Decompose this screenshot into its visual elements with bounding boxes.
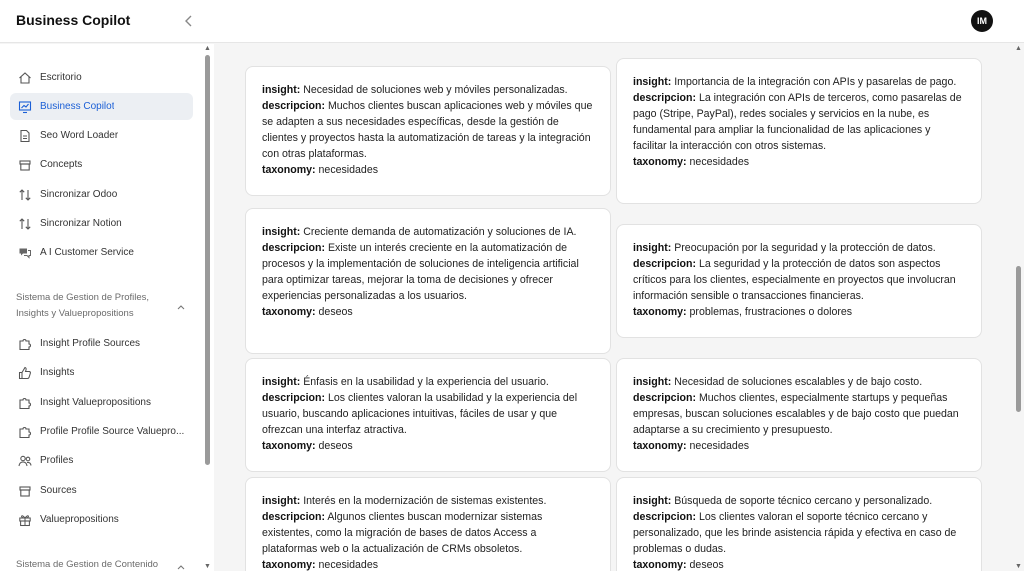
descripcion-label: descripcion: [633, 92, 696, 104]
sidebar-item-label: Sincronizar Notion [40, 218, 122, 229]
insight-card [616, 224, 982, 338]
taxonomy-label: taxonomy: [262, 164, 316, 176]
insight-label: insight: [633, 76, 672, 88]
sidebar-item-business-copilot[interactable] [10, 93, 193, 120]
sidebar-item-valuepropositions[interactable] [10, 506, 193, 533]
app-title: Business Copilot [16, 12, 131, 28]
insight-text: Búsqueda de soporte técnico cercano y personalizado. [674, 495, 933, 507]
thumbs-up-icon [17, 365, 33, 381]
sidebar-item-escritorio[interactable] [10, 64, 193, 91]
sidebar-item-sincronizar-odoo[interactable] [10, 181, 193, 208]
insight-label: insight: [633, 376, 672, 388]
sidebar-item-profiles[interactable] [10, 447, 193, 474]
taxonomy-text: deseos [318, 440, 353, 452]
insight-text: Interés en la modernización de sistemas existentes. [303, 495, 547, 507]
users-icon [17, 453, 33, 469]
main-scroll-up-arrow[interactable]: ▲ [1015, 45, 1022, 52]
insight-text: Creciente demanda de automatización y soluciones de IA. [303, 226, 577, 238]
top-bar [0, 0, 1024, 43]
insight-text: Énfasis en la usabilidad y la experiencia del usuario. [303, 376, 549, 388]
taxonomy-label: taxonomy: [633, 306, 687, 318]
descripcion-label: descripcion: [262, 242, 325, 254]
insight-text: Preocupación por la seguridad y la protección de datos. [674, 242, 936, 254]
sidebar-item-label: Business Copilot [40, 101, 115, 112]
descripcion-label: descripcion: [262, 511, 325, 523]
sidebar-item-label: Insight Profile Sources [40, 338, 141, 349]
chevron-up-icon [175, 301, 187, 313]
sidebar-item-sincronizar-notion[interactable] [10, 210, 193, 237]
taxonomy-label: taxonomy: [262, 559, 316, 571]
sidebar-item-label: Valuepropositions [40, 514, 119, 525]
taxonomy-label: taxonomy: [262, 306, 316, 318]
main-scrollbar-thumb[interactable] [1016, 266, 1021, 412]
puzzle-icon [17, 395, 33, 411]
sidebar-item-sources[interactable] [10, 477, 193, 504]
insight-card [245, 358, 611, 472]
taxonomy-label: taxonomy: [633, 559, 687, 571]
puzzle-icon [17, 424, 33, 440]
insight-card [245, 208, 611, 354]
insight-card [245, 66, 611, 196]
box-icon [17, 483, 33, 499]
sidebar-item-label: Escritorio [40, 72, 82, 83]
insight-text: Necesidad de soluciones web y móviles personalizadas. [303, 84, 568, 96]
taxonomy-text: necesidades [689, 440, 750, 452]
chevron-up-icon [175, 561, 187, 571]
sort-arrows-icon [17, 216, 33, 232]
descripcion-label: descripcion: [633, 392, 696, 404]
insight-text: Necesidad de soluciones escalables y de bajo costo. [674, 376, 923, 388]
taxonomy-text: problemas, frustraciones o dolores [689, 306, 853, 318]
descripcion-text: La seguridad y la protección de datos son aspectos críticos para los clientes, especialmente en proyectos que involucran información sensible o transacciones financieras. [633, 258, 956, 302]
sidebar-item-label: Concepts [40, 159, 83, 170]
insights-grid [214, 44, 1012, 571]
sidebar-item-seo-word-loader[interactable] [10, 122, 193, 149]
descripcion-text: Los clientes valoran la usabilidad y la experiencia del usuario, buscando aplicaciones intuitivas, fáciles de usar y que ofrezcan una interfaz atractiva. [262, 392, 578, 436]
insight-label: insight: [262, 376, 301, 388]
sidebar-item-insight-valuepropositions[interactable] [10, 389, 193, 416]
descripcion-label: descripcion: [633, 258, 696, 270]
taxonomy-text: necesidades [318, 164, 379, 176]
taxonomy-text: necesidades [318, 559, 379, 571]
insight-card [616, 477, 982, 571]
section-title-contenido: Sistema de Gestion de Contenido [16, 559, 159, 570]
taxonomy-text: necesidades [689, 156, 750, 168]
insight-card [616, 358, 982, 472]
insight-label: insight: [262, 226, 301, 238]
section-title-profiles: Sistema de Gestion de Profiles, Insights y Valuepropositions [16, 292, 150, 319]
puzzle-icon [17, 336, 33, 352]
insight-card [616, 58, 982, 204]
descripcion-text: Muchos clientes buscan aplicaciones web y móviles que se adapten a sus necesidades específicas, desde la gestión de clientes y proyectos hasta la automatización de tareas y la integración con otras plataformas. [262, 100, 593, 160]
main-scroll-down-arrow[interactable]: ▼ [1015, 563, 1022, 570]
descripcion-text: Algunos clientes buscan modernizar sistemas existentes, como la migración de bases de datos Access a plataformas web o la actualización de CRMs obsoletos. [262, 511, 543, 555]
sidebar-item-insight-profile-sources[interactable] [10, 330, 193, 357]
insight-label: insight: [633, 495, 672, 507]
sidebar-item-label: Seo Word Loader [40, 130, 119, 141]
sidebar-item-label: Profile Profile Source Valuepro... [40, 426, 185, 437]
descripcion-label: descripcion: [262, 100, 325, 112]
chevron-left-icon [184, 14, 194, 28]
taxonomy-text: deseos [689, 559, 724, 571]
insight-text: Importancia de la integración con APIs y pasarelas de pago. [674, 76, 957, 88]
sidebar-item-concepts[interactable] [10, 151, 193, 178]
sidebar-item-label: Sincronizar Odoo [40, 189, 118, 200]
home-icon [17, 70, 33, 86]
document-icon [17, 128, 33, 144]
insight-label: insight: [262, 495, 301, 507]
chat-icon [17, 245, 33, 261]
sort-arrows-icon [17, 187, 33, 203]
descripcion-text: Existe un interés creciente en la automatización de procesos y la implementación de soluciones de inteligencia artificial para optimizar tareas, mejorar la toma de decisiones y ofrecer experiencias personalizadas a los usuarios. [262, 242, 579, 302]
descripcion-text: La integración con APIs de terceros, como pasarelas de pago (Stripe, PayPal), redes sociales y servicios en la nube, es fundamental para ampliar la funcionalidad de las aplicaciones y facilitar la interacción con otros sistemas. [633, 92, 962, 152]
gift-icon [17, 512, 33, 528]
chart-monitor-icon [17, 99, 33, 115]
taxonomy-label: taxonomy: [633, 156, 687, 168]
sidebar-item-ai-customer-service[interactable] [10, 239, 193, 266]
sidebar [0, 44, 214, 571]
descripcion-text: Los clientes valoran el soporte técnico cercano y personalizado, que les brinde asistencia rápida y efectiva en caso de problemas o dudas. [633, 511, 957, 555]
insight-card [245, 477, 611, 571]
sidebar-item-label: A I Customer Service [40, 247, 134, 258]
avatar[interactable]: IM [971, 10, 993, 32]
descripcion-text: Muchos clientes, especialmente startups y pequeñas empresas, buscan soluciones escalables y de bajo costo que puedan adaptarse a su crecimiento y presupuesto. [633, 392, 959, 436]
sidebar-item-label: Insight Valuepropositions [40, 397, 151, 408]
section-collapse-button[interactable] [175, 560, 187, 571]
descripcion-label: descripcion: [633, 511, 696, 523]
sidebar-item-insights[interactable] [10, 359, 193, 386]
insight-label: insight: [262, 84, 301, 96]
taxonomy-text: deseos [318, 306, 353, 318]
collapse-sidebar-button[interactable] [180, 12, 198, 30]
taxonomy-label: taxonomy: [262, 440, 316, 452]
section-collapse-button[interactable] [175, 300, 187, 312]
insight-label: insight: [633, 242, 672, 254]
taxonomy-label: taxonomy: [633, 440, 687, 452]
descripcion-label: descripcion: [262, 392, 325, 404]
sidebar-scroll-up-arrow[interactable]: ▲ [204, 45, 211, 52]
sidebar-item-label: Sources [40, 485, 77, 496]
box-icon [17, 157, 33, 173]
sidebar-item-label: Profiles [40, 455, 74, 466]
sidebar-scrollbar-thumb[interactable] [205, 55, 210, 465]
sidebar-item-label: Insights [40, 367, 75, 378]
sidebar-item-profile-profile-source-valuepro[interactable] [10, 418, 193, 445]
sidebar-scroll-down-arrow[interactable]: ▼ [204, 563, 211, 570]
